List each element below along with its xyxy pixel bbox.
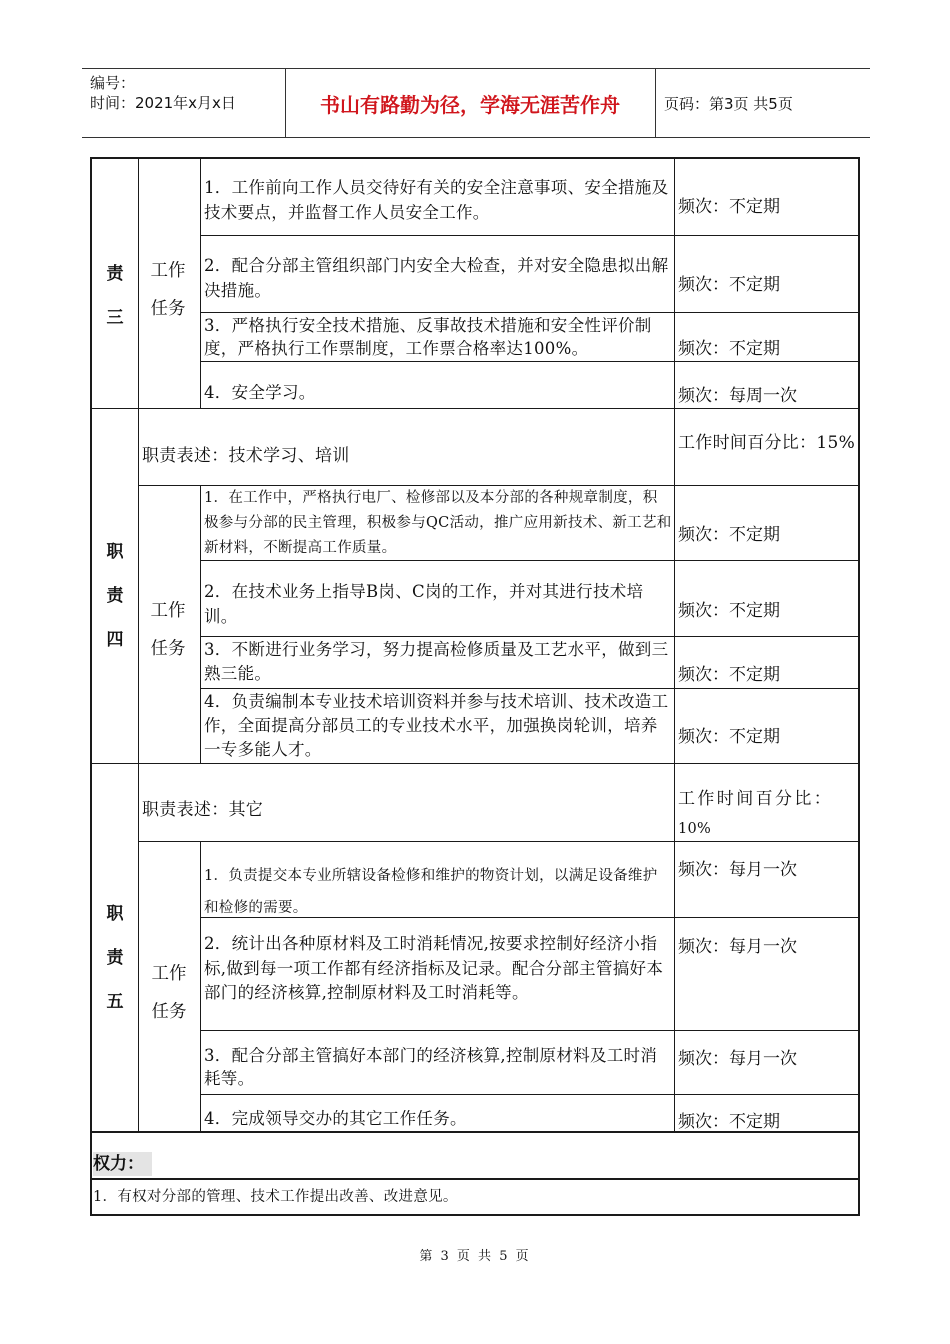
task-text: 2．配合分部主管组织部门内安全大检查，并对安全隐患拟出解决措施。 (204, 256, 669, 300)
task-text: 1．工作前向工作人员交待好有关的安全注意事项、安全措施及技术要点，并监督工作人员安全工作。 (204, 178, 669, 222)
duty-description: 职责表述：其它 (142, 800, 264, 820)
task-frequency: 频次：不定期 (678, 275, 780, 295)
task-frequency: 频次：每月一次 (678, 1049, 797, 1069)
section-5-task-label: 工作 任务 (151, 964, 187, 1022)
task-frequency: 频次：不定期 (678, 665, 780, 685)
time-percentage: 工作时间百分比：15% (678, 433, 856, 453)
section-4-task-label: 工作 任务 (150, 601, 186, 659)
power-label: 权力： (93, 1152, 152, 1176)
task-text: 3．配合分部主管搞好本部门的经济核算,控制原材料及工时消耗等。 (204, 1046, 658, 1088)
page-footer: 第 3 页 共 5 页 (419, 1249, 531, 1264)
task-frequency: 频次：不定期 (678, 1112, 780, 1132)
section-3-label: 责 三 (106, 264, 124, 328)
task-text: 2．统计出各种原材料及工时消耗情况,按要求控制好经济小指标,做到每一项工作都有经济指标及记录。配合分部主管搞好本部门的经济核算,控制原材料及工时消耗等。 (204, 934, 664, 1002)
section-5-label: 职 责 五 (106, 904, 124, 1012)
task-frequency: 频次：不定期 (678, 601, 780, 621)
header-motto: 书山有路勤为径，学海无涯苦作舟 (320, 92, 620, 117)
task-text: 1．在工作中，严格执行电厂、检修部以及本分部的各种规章制度，积极参与分部的民主管理，积极参与QC活动，推广应用新技术、新工艺和新材料，不断提高工作质量。 (204, 490, 672, 556)
task-frequency: 频次：每月一次 (678, 860, 797, 880)
task-text: 4．安全学习。 (204, 383, 316, 402)
header-page-info: 页码：第3页 共5页 (664, 95, 793, 113)
power-item: 1．有权对分部的管理、技术工作提出改善、改进意见。 (93, 1189, 458, 1205)
task-text: 4．完成领导交办的其它工作任务。 (204, 1109, 467, 1128)
task-frequency: 频次：不定期 (678, 727, 780, 747)
header-time-label: 时间：2021年x月x日 (90, 94, 236, 112)
task-frequency: 频次：每月一次 (678, 937, 797, 957)
task-text: 2．在技术业务上指导B岗、C岗的工作，并对其进行技术培训。 (204, 582, 644, 626)
section-4-label: 职 责 四 (106, 542, 124, 650)
task-text: 3．不断进行业务学习，努力提高检修质量及工艺水平，做到三熟三能。 (204, 640, 669, 683)
time-percentage: 工作时间百分比： 10% (678, 789, 834, 837)
task-frequency: 频次：不定期 (678, 197, 780, 217)
task-text: 1．负责提交本专业所辖设备检修和维护的物资计划，以满足设备维护和检修的需要。 (204, 868, 658, 916)
task-text: 3．严格执行安全技术措施、反事故技术措施和安全性评价制度，严格执行工作票制度，工作票合格率达100%。 (204, 316, 652, 358)
task-text: 4．负责编制本专业技术培训资料并参与技术培训、技术改造工作，全面提高分部员工的专业技术水平，加强换岗轮训，培养一专多能人才。 (204, 692, 669, 759)
task-frequency: 频次：不定期 (678, 525, 780, 545)
duty-description: 职责表述：技术学习、培训 (142, 446, 350, 466)
header-number-label: 编号： (90, 74, 136, 92)
task-frequency: 频次：不定期 (678, 339, 780, 359)
task-frequency: 频次：每周一次 (678, 386, 797, 406)
section-3-task-label: 工作 任务 (150, 261, 186, 319)
